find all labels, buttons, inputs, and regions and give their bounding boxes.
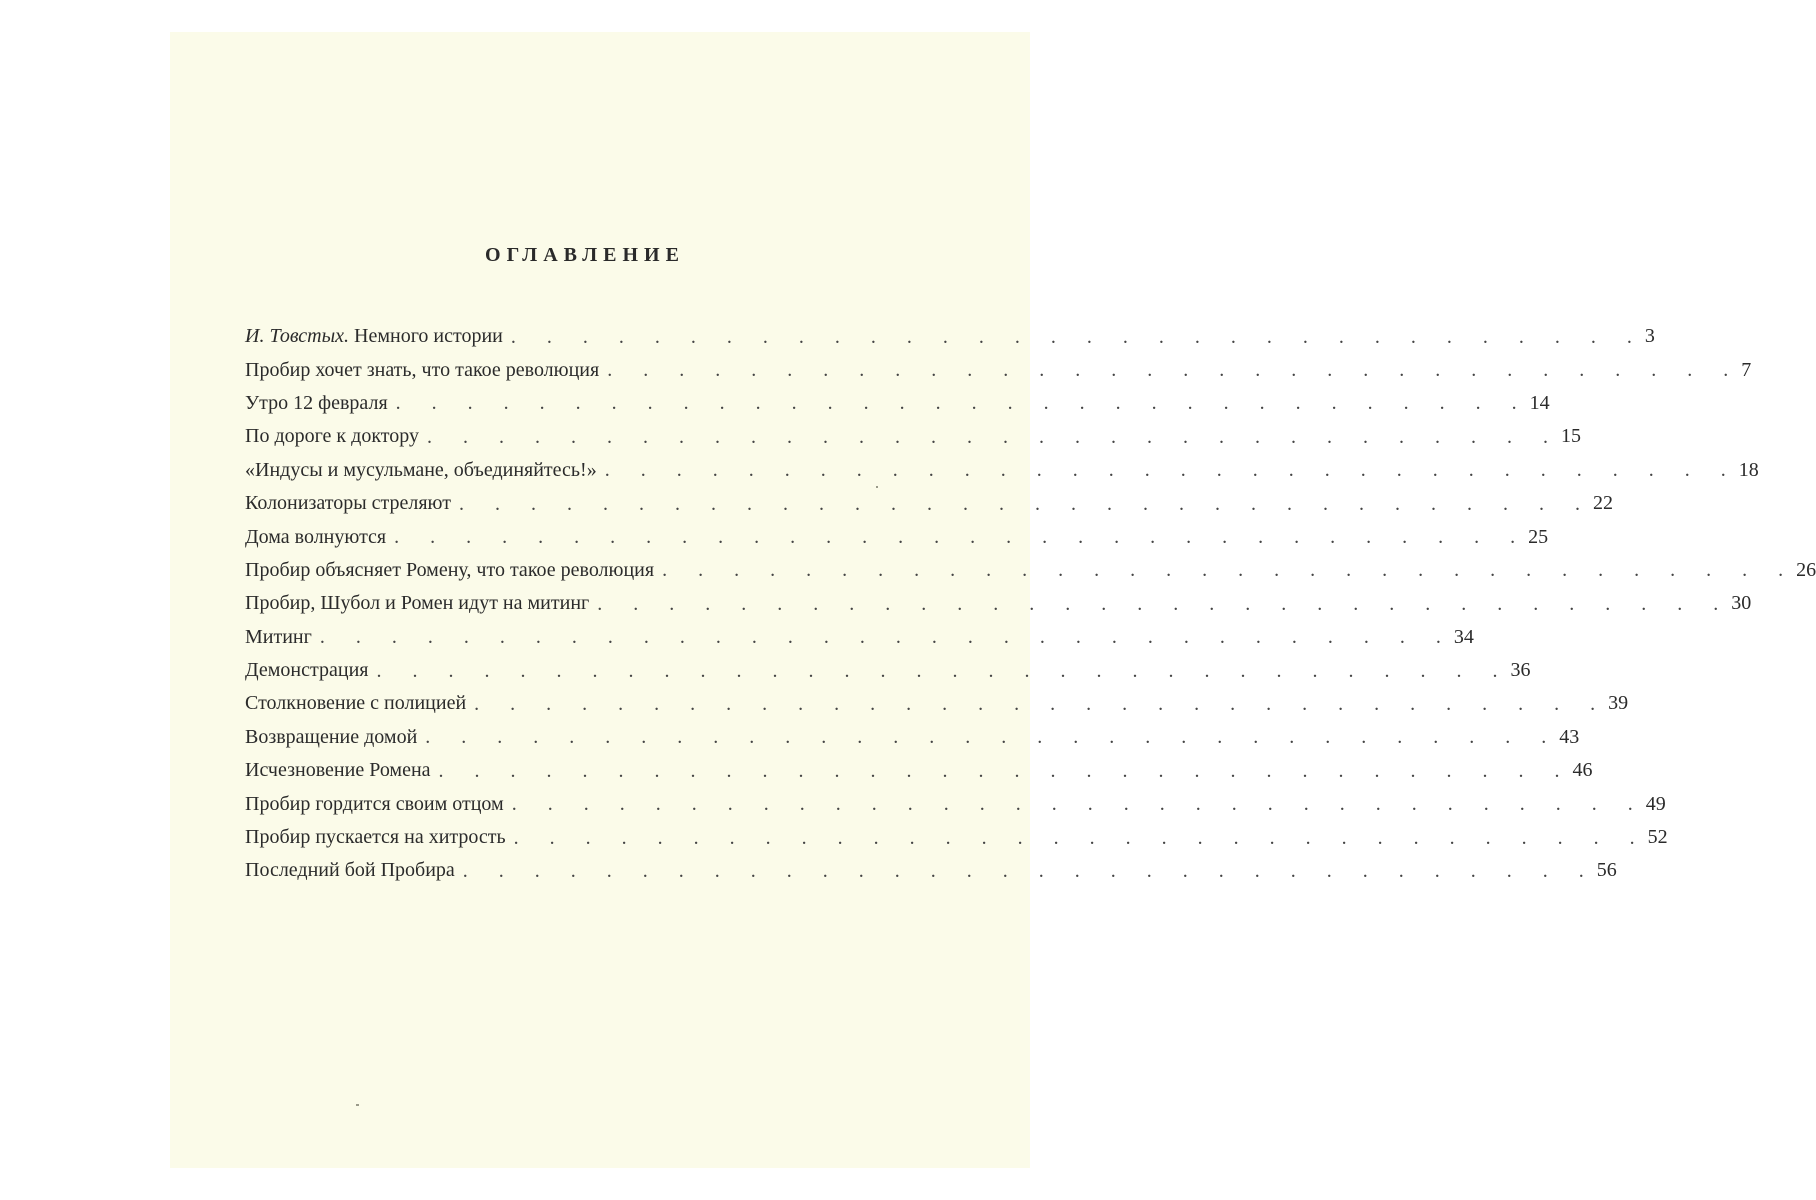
toc-entry-title: Немного истории bbox=[354, 325, 503, 348]
paper-speck bbox=[876, 486, 878, 488]
toc-entry bbox=[245, 353, 1752, 386]
toc-entry-title: Пробир хочет знать, что такое революция bbox=[245, 359, 607, 382]
toc-entry-title-wrap bbox=[245, 325, 511, 348]
toc-entry-title: Колонизаторы стреляют bbox=[245, 492, 459, 515]
toc-entry-title: Последний бой Пробира bbox=[245, 859, 463, 882]
dot-leader: . . . . . . . . . . . . . . . . . . . . . . . . . . . . . . . . bbox=[394, 526, 1529, 549]
toc-entry-title: Утро 12 февраля bbox=[245, 392, 396, 415]
dot-leader: . . . . . . . . . . . . . . . . . . . . . . . . . . . . . . . . bbox=[607, 359, 1742, 382]
toc-heading: ОГЛАВЛЕНИЕ bbox=[485, 244, 685, 266]
dot-leader: . . . . . . . . . . . . . . . . . . . . . . . . . . . . . . . . bbox=[513, 826, 1648, 849]
toc-entry bbox=[245, 621, 1474, 654]
toc-entry bbox=[245, 654, 1531, 687]
toc-entry bbox=[245, 420, 1581, 453]
toc-entry bbox=[245, 454, 1759, 487]
dot-leader: . . . . . . . . . . . . . . . . . . . . . . . . . . . . . . . . bbox=[604, 459, 1739, 482]
toc-entry-page: 25 bbox=[1528, 525, 1549, 548]
dot-leader: . . . . . . . . . . . . . . . . . . . . . . . . . . . . . . . . bbox=[462, 859, 1597, 882]
book-page bbox=[170, 32, 1816, 1168]
toc-entry-title: Митинг bbox=[245, 626, 320, 649]
toc-entry-title: Исчезновение Ромена bbox=[245, 759, 439, 782]
toc-entry-title: По дороге к доктору bbox=[245, 425, 427, 448]
toc-entry-title: Пробир гордится своим отцом bbox=[245, 793, 512, 816]
toc-entry bbox=[245, 754, 1593, 787]
dot-leader: . . . . . . . . . . . . . . . . . . . . . . . . . . . . . . . . bbox=[319, 626, 1454, 649]
dot-leader: . . . . . . . . . . . . . . . . . . . . . . . . . . . . . . . . bbox=[425, 726, 1560, 749]
toc-entry-page: 39 bbox=[1608, 692, 1629, 715]
dot-leader: . . . . . . . . . . . . . . . . . . . . . . . . . . . . . . . . bbox=[510, 325, 1645, 348]
toc-entry-title: Возвращение домой bbox=[245, 726, 425, 749]
toc-entry-page: 14 bbox=[1529, 391, 1550, 414]
dot-leader: . . . . . . . . . . . . . . . . . . . . . . . . . . . . . . . . bbox=[662, 559, 1797, 582]
toc-entry-page: 49 bbox=[1645, 792, 1666, 815]
dot-leader: . . . . . . . . . . . . . . . . . . . . . . . . . . . . . . . . bbox=[395, 392, 1530, 415]
toc-entry bbox=[245, 821, 1668, 854]
toc-entry-title: Пробир пускается на хитрость bbox=[245, 826, 514, 849]
toc-entry-title: Пробир объясняет Ромену, что такое революция bbox=[245, 559, 662, 582]
dot-leader: . . . . . . . . . . . . . . . . . . . . . . . . . . . . . . . . bbox=[427, 425, 1561, 448]
toc-entry-author: И. Товстых. bbox=[245, 325, 350, 348]
toc-entry bbox=[245, 587, 1752, 620]
toc-entry-page: 36 bbox=[1510, 659, 1531, 682]
toc-entry-title: «Индусы и мусульмане, объединяйтесь!» bbox=[245, 459, 605, 482]
toc-entry-page: 3 bbox=[1644, 325, 1655, 348]
toc-entry-title: Столкновение с полицией bbox=[245, 692, 474, 715]
toc-entry-title: Демонстрация bbox=[245, 659, 376, 682]
toc-entry-page: 34 bbox=[1453, 625, 1474, 648]
toc-entry-title: Пробир, Шубол и Ромен идут на митинг bbox=[245, 592, 597, 615]
toc-entry-page: 15 bbox=[1561, 425, 1581, 448]
toc-entry bbox=[245, 854, 1617, 887]
toc-entry bbox=[245, 554, 1816, 587]
toc-entry-page: 22 bbox=[1592, 492, 1613, 515]
toc-entry-page: 43 bbox=[1559, 725, 1580, 748]
toc-entry-page: 56 bbox=[1596, 859, 1617, 882]
toc-entry-page: 46 bbox=[1572, 759, 1593, 782]
dot-leader: . . . . . . . . . . . . . . . . . . . . . . . . . . . . . . . . bbox=[597, 592, 1732, 615]
dot-leader: . . . . . . . . . . . . . . . . . . . . . . . . . . . . . . . . bbox=[438, 759, 1573, 782]
dot-leader: . . . . . . . . . . . . . . . . . . . . . . . . . . . . . . . . bbox=[511, 793, 1646, 816]
table-of-contents bbox=[245, 320, 1816, 888]
toc-entry bbox=[245, 721, 1580, 754]
toc-entry-title: Дома волнуются bbox=[245, 526, 394, 549]
toc-entry-page: 7 bbox=[1741, 358, 1752, 381]
toc-entry bbox=[245, 387, 1550, 420]
toc-entry bbox=[245, 787, 1666, 820]
toc-entry bbox=[245, 520, 1549, 553]
dot-leader: . . . . . . . . . . . . . . . . . . . . . . . . . . . . . . . . bbox=[376, 659, 1511, 682]
toc-entry-page: 52 bbox=[1647, 826, 1668, 849]
paper-speck bbox=[356, 1104, 359, 1106]
dot-leader: . . . . . . . . . . . . . . . . . . . . . . . . . . . . . . . . bbox=[458, 492, 1593, 515]
toc-entry-page: 18 bbox=[1738, 458, 1759, 481]
toc-entry bbox=[245, 320, 1655, 353]
toc-entry bbox=[245, 687, 1629, 720]
toc-entry-page: 30 bbox=[1731, 592, 1752, 615]
toc-entry bbox=[245, 487, 1613, 520]
dot-leader: . . . . . . . . . . . . . . . . . . . . . . . . . . . . . . . . bbox=[474, 692, 1609, 715]
toc-entry-page: 26 bbox=[1796, 558, 1816, 581]
